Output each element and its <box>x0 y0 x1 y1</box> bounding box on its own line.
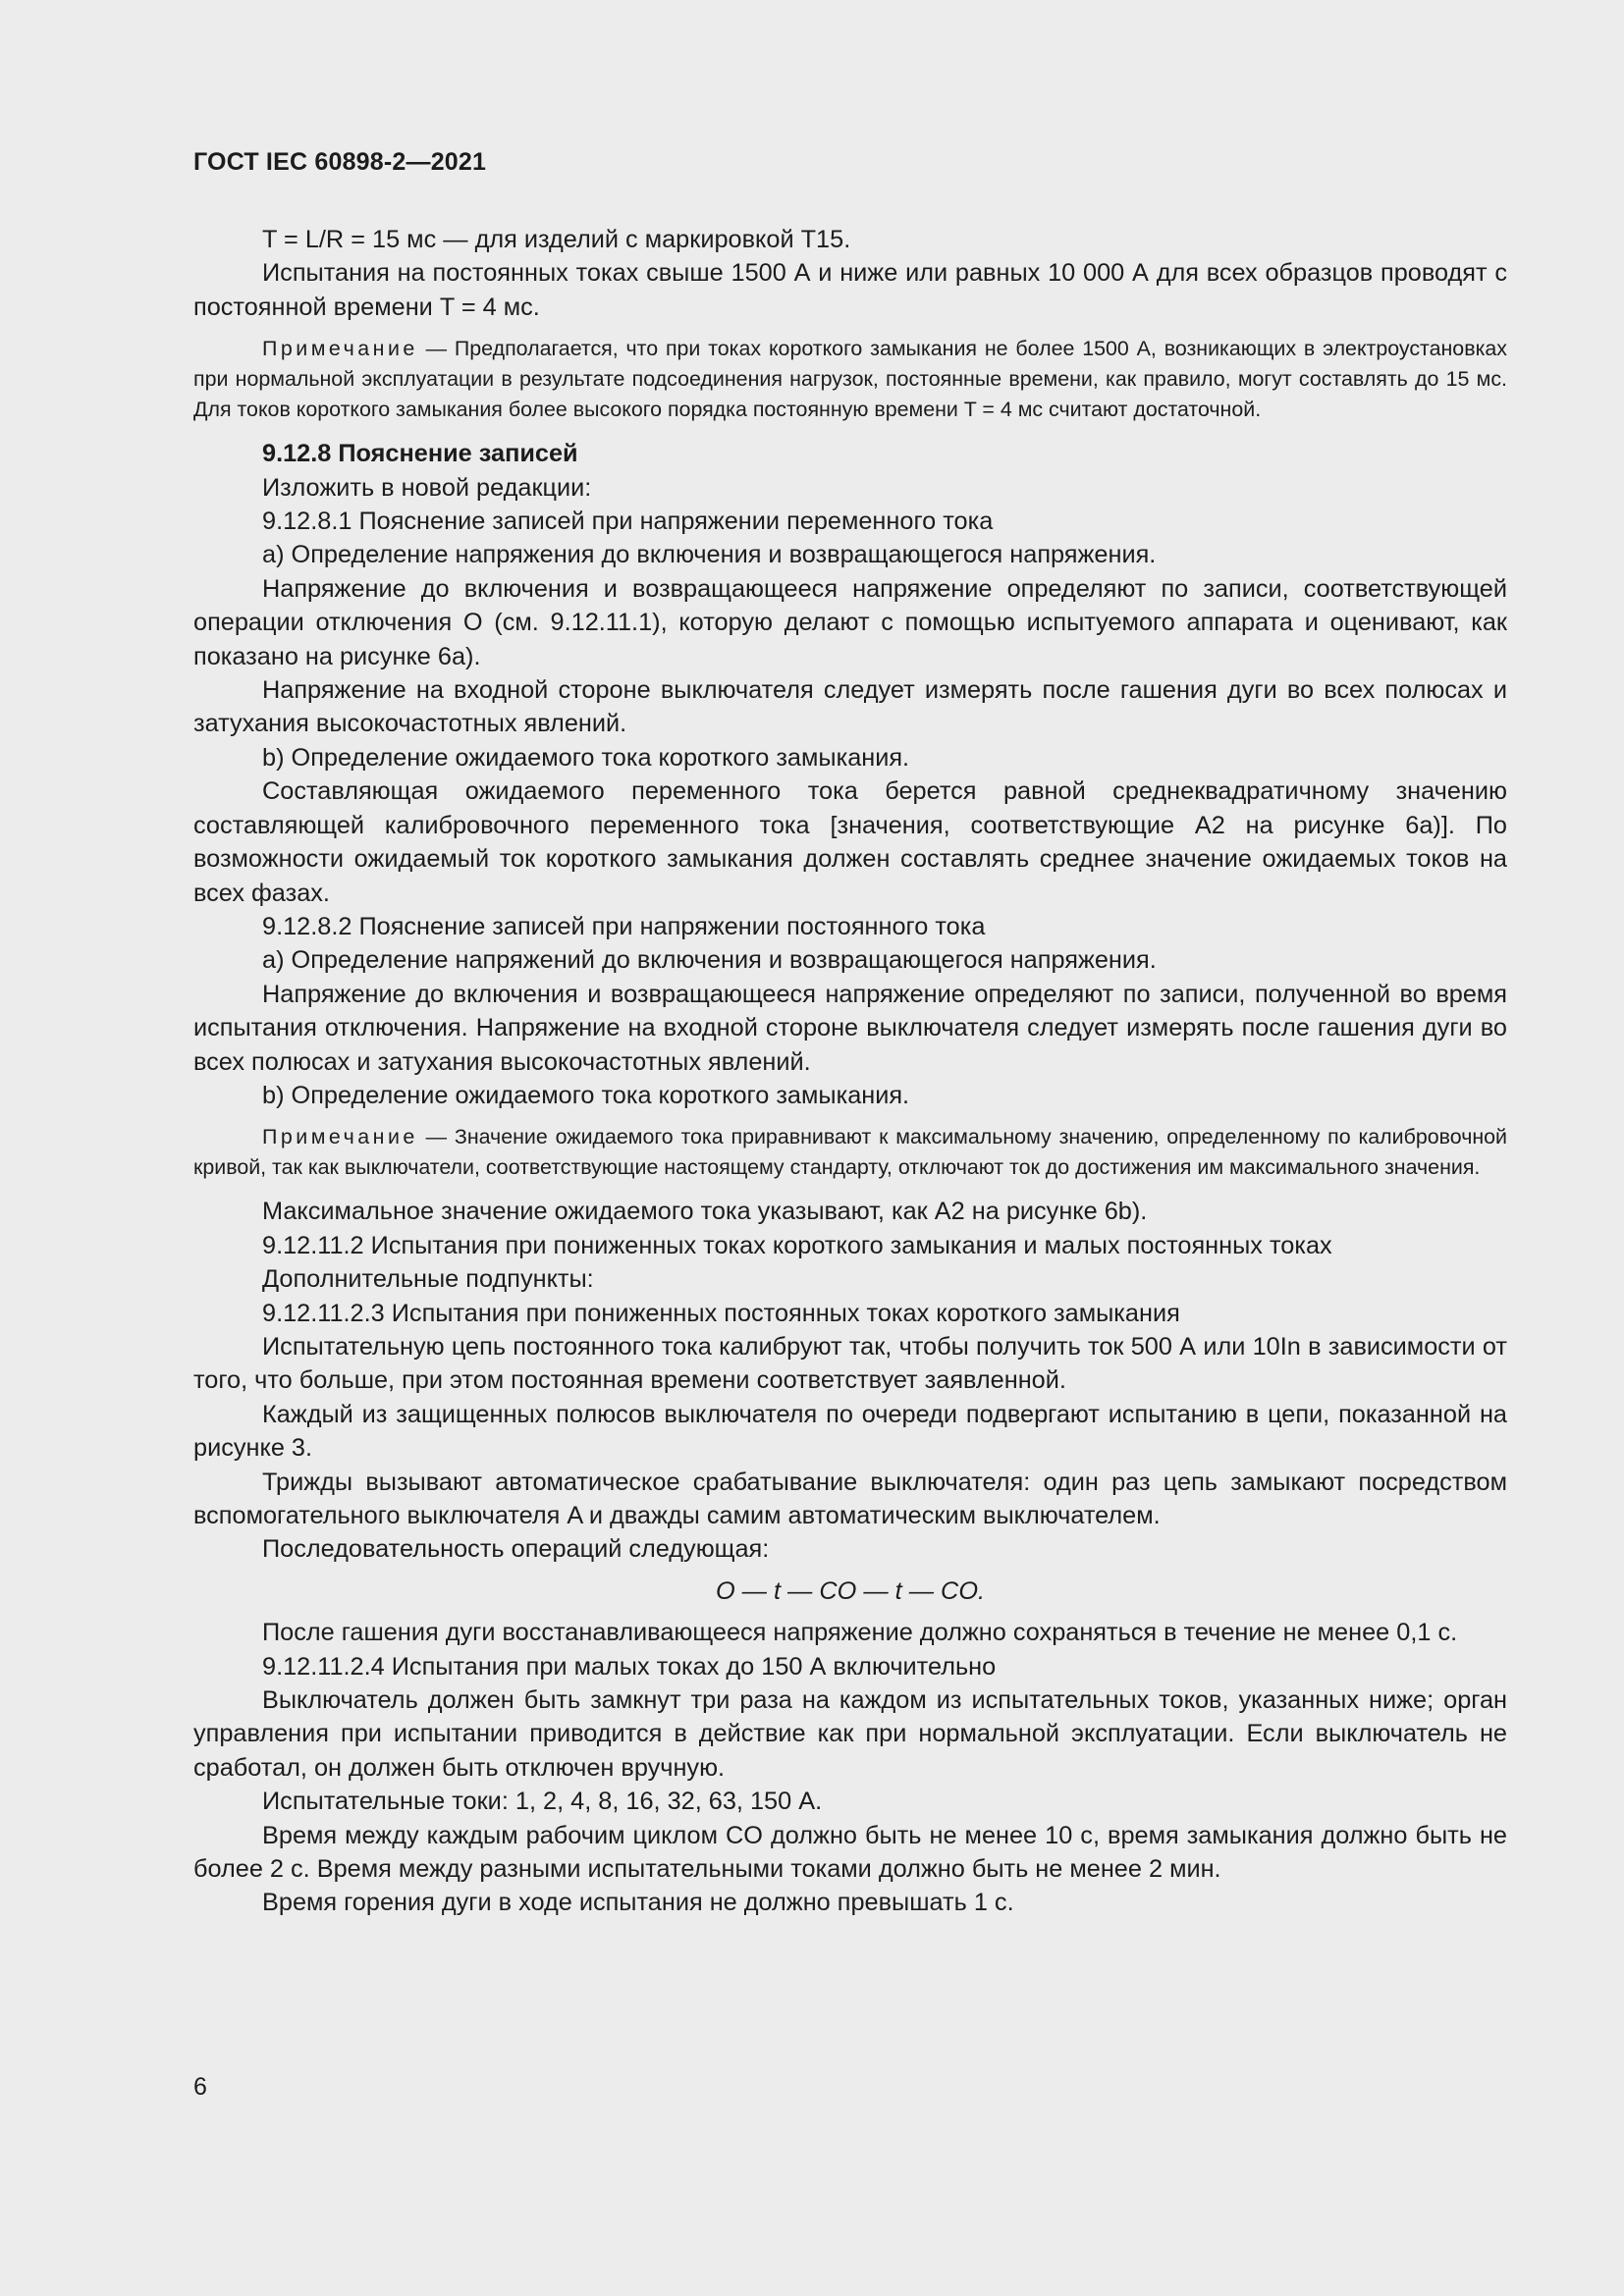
paragraph-recovery-voltage: После гашения дуги восстанавливающееся напряжение должно сохраняться в течение не менее 0,1 с. <box>262 1619 1458 1647</box>
list-item-a-dc: a) Определение напряжений до включения и возвращающегося напряжения. <box>262 946 1157 975</box>
paragraph-additional-subclauses: Дополнительные подпункты: <box>262 1265 594 1294</box>
paragraph-max-current: Максимальное значение ожидаемого тока указывают, как A2 на рисунке 6b). <box>262 1198 1148 1226</box>
page-number: 6 <box>193 2073 207 2101</box>
subsection-9-12-11-2-3: 9.12.11.2.3 Испытания при пониженных постоянных токах короткого замыкания <box>262 1299 1180 1327</box>
paragraph-time-constant: T = L/R = 15 мс — для изделий с маркировкой T15. <box>262 226 851 253</box>
note-label: Примечание <box>262 337 418 361</box>
paragraph-dc-voltage-record: Напряжение до включения и возвращающееся напряжение определяют по записи, полученной во время испытания отключения. Напряжение на входной стороне выключателя следует измерять после гашения дуги во всех полюсах и затухания высокочастотных явлений. <box>193 980 1507 1076</box>
note-prospective-current <box>193 1122 1507 1183</box>
subsection-9-12-8-1: 9.12.8.1 Пояснение записей при напряжении переменного тока <box>262 507 994 536</box>
operation-sequence-formula: O — t — CO — t — CO. <box>715 1576 986 1605</box>
subsection-9-12-11-2-4: 9.12.11.2.4 Испытания при малых токах до 150 А включительно <box>262 1652 997 1681</box>
list-item-b-ac: b) Определение ожидаемого тока короткого замыкания. <box>262 743 910 772</box>
paragraph-sequence: Последовательность операций следующая: <box>262 1535 770 1564</box>
page-content <box>193 223 1507 1920</box>
subsection-9-12-8-2: 9.12.8.2 Пояснение записей при напряжении постоянного тока <box>262 912 986 940</box>
note-text: — Предполагается, что при токах короткого замыкания не более 1500 А, возникающих в электроустановках при нормальной эксплуатации в результате подсоединения нагрузок, постоянные времени, как правило, могут составлять до 15 мс. Для токов короткого замыкания более высокого порядка постоянную времени T = 4 мс считают достаточной. <box>193 337 1507 422</box>
list-item-a-ac: a) Определение напряжения до включения и возвращающегося напряжения. <box>262 541 1157 569</box>
paragraph-dc-tests: Испытания на постоянных токах свыше 1500 А и ниже или равных 10 000 А для всех образцов проводят с постоянной времени T = 4 мс. <box>193 259 1507 321</box>
paragraph-ac-voltage-measure: Напряжение на входной стороне выключателя следует измерять после гашения дуги во всех полюсах и затухания высокочастотных явлений. <box>193 676 1507 738</box>
subsection-9-12-11-2: 9.12.11.2 Испытания при пониженных токах короткого замыкания и малых постоянных токах <box>262 1231 1332 1259</box>
paragraph-calibration: Испытательную цепь постоянного тока калибруют так, чтобы получить ток 500 А или 10In в зависимости от того, что больше, при этом постоянная времени соответствует заявленной. <box>193 1332 1507 1395</box>
list-item-b-dc: b) Определение ожидаемого тока короткого замыкания. <box>262 1081 910 1109</box>
paragraph-arc-time: Время горения дуги в ходе испытания не должно превышать 1 с. <box>262 1889 1014 1917</box>
paragraph-ac-current: Составляющая ожидаемого переменного тока берется равной среднеквадратичному значению составляющей калибровочного переменного тока [значения, соответствующие A2 на рисунке 6а)]. По возможности ожидаемый ток короткого замыкания должен составлять среднее значение ожидаемых токов на всех фазах. <box>193 777 1507 907</box>
note-text: — Значение ожидаемого тока приравнивают к максимальному значению, определенному по калибровочной кривой, так как выключатели, соответствующие настоящему стандарту, отключают ток до достижения им максимального значения. <box>193 1125 1507 1180</box>
paragraph-test-currents: Испытательные токи: 1, 2, 4, 8, 16, 32, 63, 150 А. <box>262 1788 823 1816</box>
note-time-constants <box>193 334 1507 425</box>
paragraph-new-edition: Изложить в новой редакции: <box>262 473 592 502</box>
document-header: ГОСТ IEC 60898-2—2021 <box>193 148 487 176</box>
paragraph-ac-voltage-record: Напряжение до включения и возвращающееся напряжение определяют по записи, соответствующей операции отключения O (см. 9.12.11.1), которую делают с помощью испытуемого аппарата и оценивают, как показано на рисунке 6а). <box>193 574 1507 670</box>
paragraph-poles: Каждый из защищенных полюсов выключателя по очереди подвергают испытанию в цепи, показанной на рисунке 3. <box>193 1400 1507 1463</box>
paragraph-close-three-times: Выключатель должен быть замкнут три раза на каждом из испытательных токов, указанных ниже; орган управления при испытании приводится в действие как при нормальной эксплуатации. Если выключатель не сработал, он должен быть отключен вручную. <box>193 1686 1507 1782</box>
paragraph-cycle-time: Время между каждым рабочим циклом CO должно быть не менее 10 с, время замыкания должно быть не более 2 с. Время между разными испытательными токами должно быть не менее 2 мин. <box>193 1821 1507 1884</box>
paragraph-three-trips: Трижды вызывают автоматическое срабатывание выключателя: один раз цепь замыкают посредством вспомогательного выключателя A и дважды самим автоматическим выключателем. <box>193 1468 1507 1529</box>
section-heading-9-12-8: 9.12.8 Пояснение записей <box>262 440 578 468</box>
note-label: Примечание <box>262 1125 418 1149</box>
